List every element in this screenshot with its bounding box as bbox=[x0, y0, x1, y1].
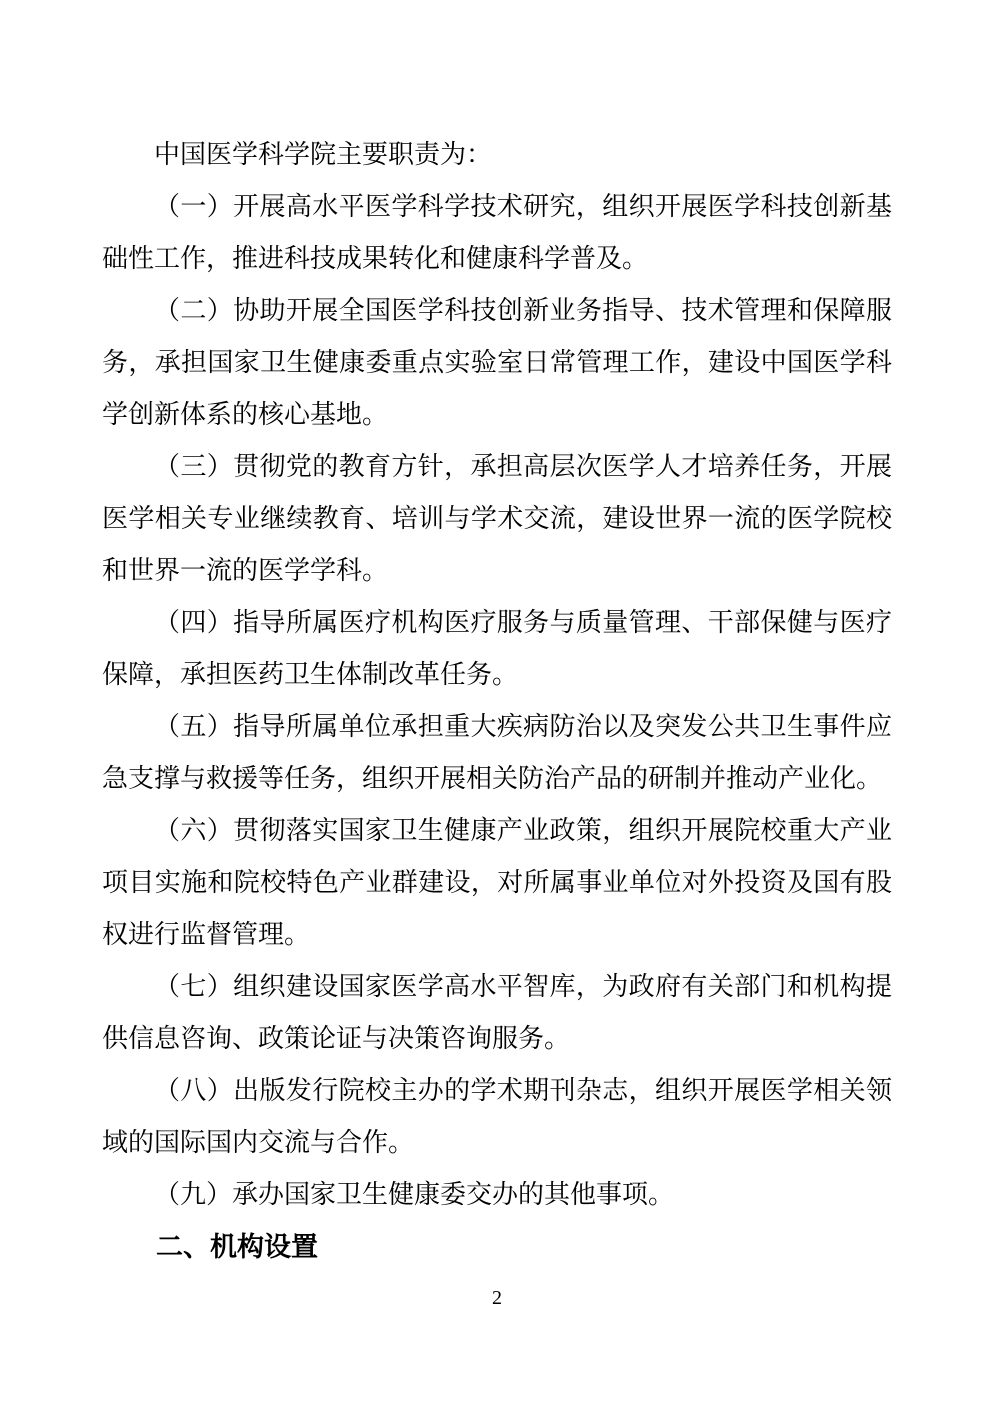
duty-item-9: （九）承办国家卫生健康委交办的其他事项。 bbox=[154, 1180, 675, 1209]
duty-item-8: （八）出版发行院校主办的学术期刊杂志，组织开展医学相关领域的国际国内交流与合作。 bbox=[102, 1076, 892, 1157]
duty-item-6: （六）贯彻落实国家卫生健康产业政策，组织开展院校重大产业项目实施和院校特色产业群建设，对所属事业单位对外投资及国有股权进行监督管理。 bbox=[102, 816, 892, 949]
document-body bbox=[102, 129, 892, 1273]
duty-item-3: （三）贯彻党的教育方针，承担高层次医学人才培养任务，开展医学相关专业继续教育、培训与学术交流，建设世界一流的医学院校和世界一流的医学学科。 bbox=[102, 452, 892, 585]
intro-line: 中国医学科学院主要职责为： bbox=[154, 140, 493, 169]
page-number: 2 bbox=[492, 1287, 502, 1309]
duty-item-1: （一）开展高水平医学科学技术研究，组织开展医学科技创新基础性工作，推进科技成果转化和健康科学普及。 bbox=[102, 192, 892, 273]
duty-item-5: （五）指导所属单位承担重大疾病防治以及突发公共卫生事件应急支撑与救援等任务，组织开展相关防治产品的研制并推动产业化。 bbox=[102, 712, 892, 793]
duty-item-4: （四）指导所属医疗机构医疗服务与质量管理、干部保健与医疗保障，承担医药卫生体制改革任务。 bbox=[102, 608, 892, 689]
section-heading: 二、机构设置 bbox=[156, 1232, 318, 1262]
duty-item-7: （七）组织建设国家医学高水平智库，为政府有关部门和机构提供信息咨询、政策论证与决策咨询服务。 bbox=[102, 972, 892, 1053]
duty-item-2: （二）协助开展全国医学科技创新业务指导、技术管理和保障服务，承担国家卫生健康委重点实验室日常管理工作，建设中国医学科学创新体系的核心基地。 bbox=[102, 296, 892, 429]
